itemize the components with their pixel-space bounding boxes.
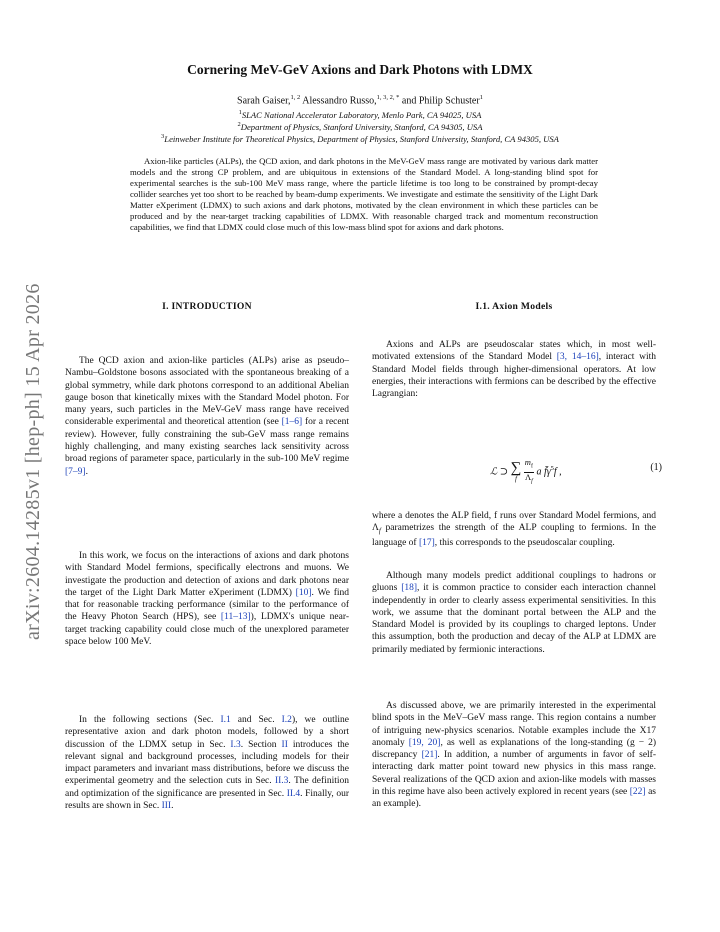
author-name: Sarah Gaiser, [237, 95, 291, 107]
section-link[interactable]: I.1 [220, 715, 231, 725]
affil-text: Leinweber Institute for Theoretical Physics, Department of Physics, Stanford University, Stanford, CA 94305, USA [164, 133, 559, 144]
equation-number: (1) [650, 462, 662, 473]
citation-link[interactable]: [21] [421, 750, 438, 761]
affil-number: 3 [161, 133, 165, 140]
axion-paragraph-1: Axions and ALPs are pseudoscalar states which, in most well-motivated extensions of the Standard Model [3, 14–16], interact with Standard Model fields through higher-dimensional operators. At low energies, their interactions with fermions can be described by the effective Lagrangian: [372, 340, 657, 400]
affiliation [0, 133, 720, 144]
section-heading: I. INTRODUCTION [162, 301, 252, 312]
intro-paragraph-3: In the following sections (Sec. I.1 and Sec. I.2), we outline representative axion and dark photon models, followed by a short discussion of the LDMX setup in Sec. I.3. Section II introduces the relevant signal and background processes, including models for their impact parameters and invariant mass distributions, before we discuss the experimental geometry and the selection cuts in Sec. II.3. The definition and optimization of the significance are presented in Sec. II.4. Finally, our results are shown in Sec. III. [65, 715, 349, 812]
citation-link[interactable]: [22] [629, 787, 646, 798]
section-link[interactable]: II.3 [274, 776, 289, 787]
citation-link[interactable]: [7–9] [65, 466, 86, 477]
section-link[interactable]: III [161, 801, 172, 812]
affiliation [0, 109, 720, 120]
intro-paragraph-1: The QCD axion and axion-like particles (ALPs) arise as pseudo–Nambu–Goldstone bosons associated with the spontaneous breaking of a global symmetry, while dark photons correspond to an additional Abelian gauge boson that kinetically mixes with the Standard Model photon. For many years, such particles in the MeV-GeV mass range have received considerable experimental and theoretical attention (see [1–6] for a recent review). However, fully constraining the sub-GeV mass range remains highly challenging, and many existing searches lack sensitivity across broad regions of parameter space, particularly in the sub-100 MeV regime [7–9]. [65, 356, 349, 477]
eq-fraction: $\frac{m_f}{\Lambda_f}$ [524, 457, 533, 485]
paper-title: Cornering MeV-GeV Axions and Dark Photons with LDMX [187, 62, 533, 77]
abstract: Axion-like particles (ALPs), the QCD axion, and dark photons in the MeV-GeV mass range are motivated by various dark matter models and the strong CP problem, and are ubiquitous in extensions of the Standard Model. A long-standing blind spot for experimental searches is the sub-100 MeV mass range, where the particle lifetime is too long to be constrained by prompt-decay collider searches yet too short to be reached by beam-dump experiments. We investigate and estimate the sensitivity of the Light Dark Matter eXperiment (LDMX) to such axions and dark photons, motivated by the clean environment in which these particles can be produced and by the near-target tracking capabilities of LDMX. With reasonable charged track and momentum reconstruction capabilities, we find that LDMX could close much of this low-mass blind spot for axions and dark photons. [130, 156, 598, 232]
eq-rhs: a f̄γ [536, 466, 551, 478]
axion-paragraph-2: where a denotes the ALP field, f runs over Standard Model fermions, and $\Lambda_f$ parametrizes the strength of the ALP coupling to fermions. In the language of [17], this corresponds to the pseudoscalar coupling. [372, 511, 656, 549]
section-link[interactable]: II [281, 739, 288, 750]
author-affil-marker: 1 [479, 94, 483, 101]
axion-paragraph-4: As discussed above, we are primarily interested in the experimental blind spots in the MeV–GeV mass range. This region contains a number of intriguing new-physics scenarios. Notable examples include the X17 anomaly [19, 20], as well as explanations of the long-standing (g − 2) discrepancy [21]. In addition, a number of arguments in favor of self-interacting dark matter point toward new physics in this mass range. Several realizations of the QCD axion and axion-like models with masses in this regime have also been actively explored in recent years (see [22] as an example). [372, 701, 656, 810]
sum-symbol: ∑ f [510, 459, 522, 483]
section-link[interactable]: I.2 [281, 715, 292, 725]
author-affil-marker: 1, 3, 2, * [376, 94, 400, 101]
affil-text: SLAC National Accelerator Laboratory, Menlo Park, CA 94025, USA [241, 109, 482, 120]
citation-link[interactable]: [18] [401, 583, 418, 594]
citation-link[interactable]: [17] [418, 538, 435, 549]
eq-lhs: ℒ ⊃ [490, 466, 509, 478]
author-affil-marker: 1, 2 [290, 94, 301, 101]
citation-link[interactable]: [1–6] [281, 417, 303, 428]
author-name: Alessandro Russo, [302, 95, 377, 107]
citation-link[interactable]: [19, 20] [408, 737, 441, 748]
affiliation [0, 121, 720, 132]
subsection-heading: I.1. Axion Models [475, 301, 553, 312]
intro-paragraph-2: In this work, we focus on the interactions of axions and dark photons with Standard Model fermions, specifically electrons and muons. We investigate the production and detection of axions and dark photons near the target of the Light Dark Matter eXperiment (LDMX) [10]. We find that for reasonable tracking performance (similar to the performance of the Heavy Photon Search (HPS), see [11–13]), LDMX's unique near-target tracking capability could close much of the unexplored parameter space below 100 MeV. [65, 551, 349, 648]
citation-link[interactable]: [10] [295, 587, 312, 598]
axion-paragraph-3: Although many models predict additional couplings to hadrons or gluons [18], it is common practice to consider each interaction channel independently in order to clearly assess experimental sensitivities. In this work, we assume that the dominant portal between the ALP and the Standard Model is provided by its couplings to charged leptons. Under this assumption, both the production and decay of the ALP at LDMX are primarily mediated by fermionic interactions. [372, 571, 656, 655]
affil-number: 2 [237, 121, 241, 128]
citation-link[interactable]: [11–13] [220, 612, 251, 623]
author-name: and Philip Schuster [401, 95, 480, 107]
section-link[interactable]: I.3 [230, 739, 241, 750]
author-list [0, 94, 720, 106]
section-link[interactable]: II.4 [286, 788, 301, 799]
affil-text: Department of Physics, Stanford University, Stanford, CA 94305, USA [240, 121, 483, 132]
equation-lagrangian: ℒ ⊃ ∑ f $\frac{m_f}{\Lambda_f}$ a $f̄\gamma^5f$ , (1) [490, 457, 662, 485]
citation-link[interactable]: [3, 14–16] [556, 352, 599, 363]
arxiv-identifier: arXiv:2604.14285v1 [hep-ph] 15 Apr 2026 [22, 283, 44, 640]
affil-number: 1 [238, 109, 242, 116]
